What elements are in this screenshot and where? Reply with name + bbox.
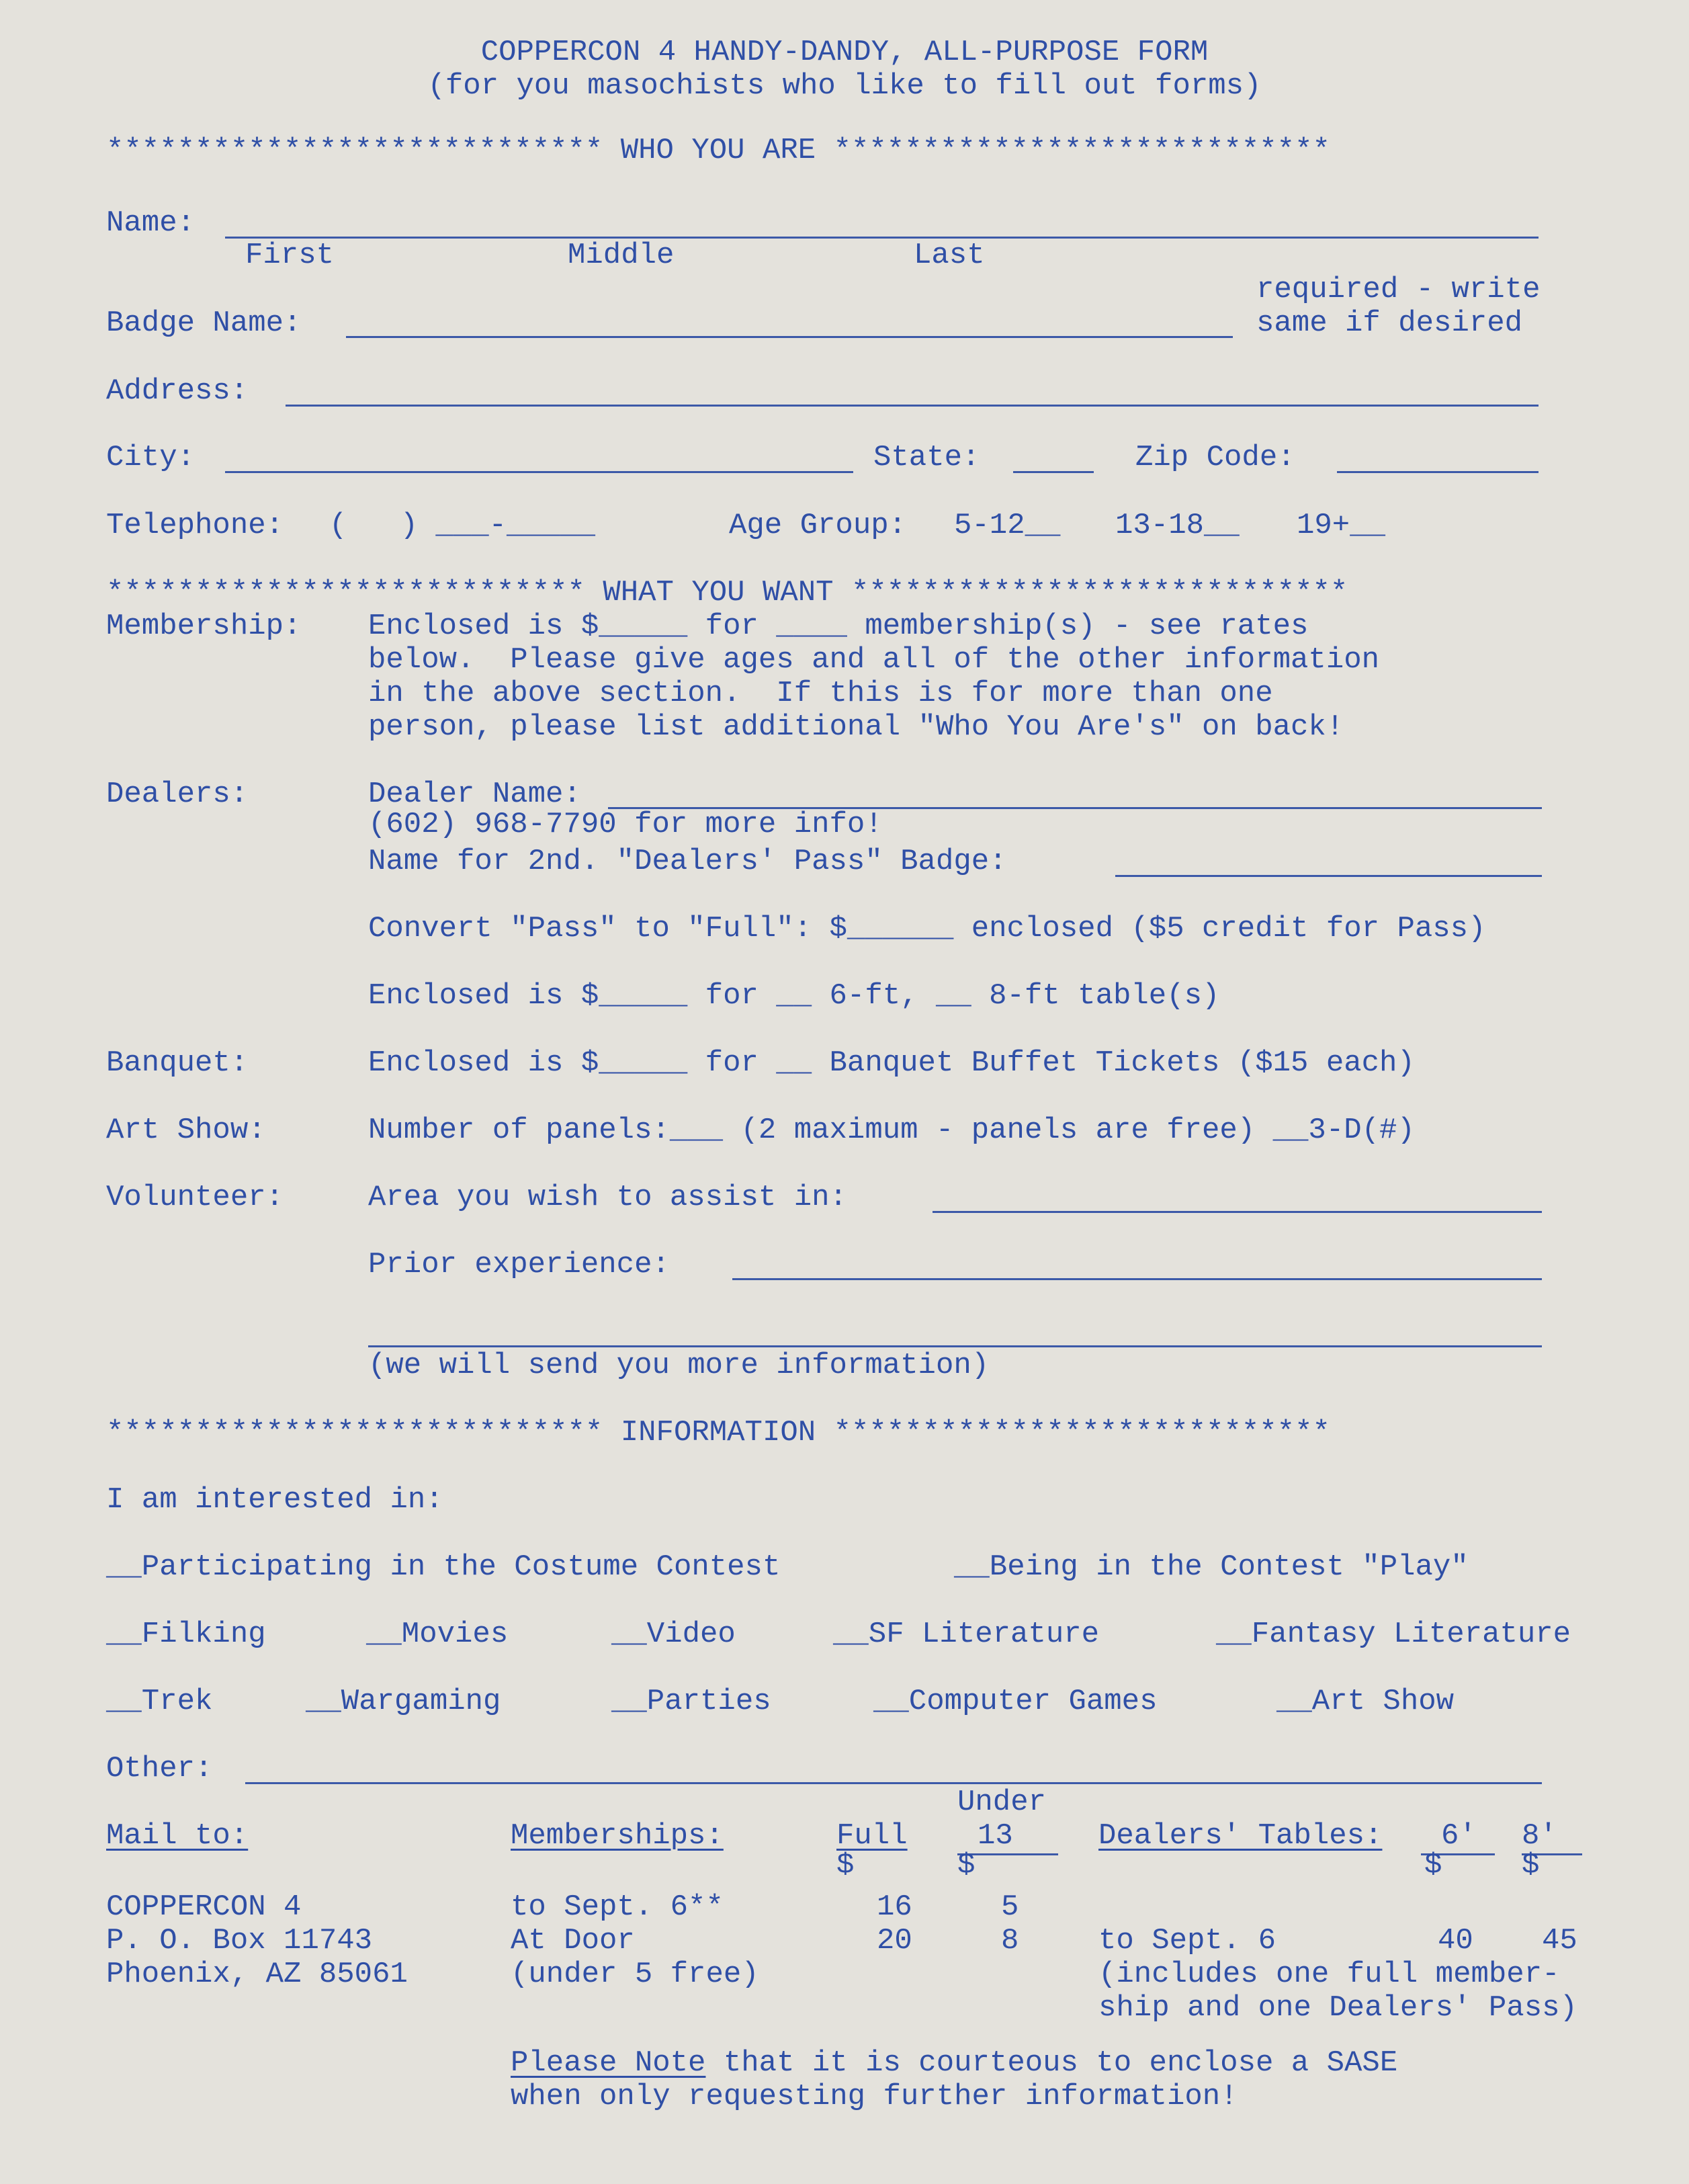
under-rate-value: 8 [1001, 1924, 1019, 1958]
under-header-line-1: Under [957, 1786, 1047, 1819]
name-middle-caption: Middle [568, 239, 675, 272]
mail-address-line: P. O. Box 11743 [106, 1924, 373, 1958]
membership-line: in the above section. If this is for more than one [368, 677, 1273, 710]
eight-foot-dollar: $ [1522, 1849, 1540, 1882]
what-you-want-banner: *************************** WHAT YOU WANT **************************** [106, 576, 1348, 610]
eight-foot-value: 45 [1542, 1924, 1577, 1958]
badge-note-line-2: same if desired [1256, 306, 1523, 340]
prior-experience-field-2[interactable] [368, 1345, 1542, 1347]
interest-sf-literature[interactable]: __SF Literature [833, 1618, 1100, 1651]
form-title: COPPERCON 4 HANDY-DANDY, ALL-PURPOSE FORM [480, 36, 1209, 69]
dealer-note-line-1: (includes one full member- [1098, 1958, 1560, 1991]
address-label: Address: [106, 374, 249, 408]
membership-rate-row: At Door [511, 1924, 635, 1958]
volunteer-area-label: Area you wish to assist in: [368, 1181, 847, 1214]
table-order: Enclosed is $_____ for __ 6-ft, __ 8-ft table(s) [368, 979, 1220, 1013]
badge-note-line-1: required - write [1256, 273, 1541, 306]
full-rate-value: 16 [877, 1890, 912, 1924]
other-label: Other: [106, 1752, 213, 1786]
six-foot-dollar: $ [1424, 1849, 1442, 1882]
prior-experience-field[interactable] [732, 1278, 1542, 1280]
membership-label: Membership: [106, 610, 302, 643]
volunteer-label: Volunteer: [106, 1181, 284, 1214]
age-group-label: Age Group: [729, 509, 907, 542]
membership-line: Enclosed is $_____ for ____ membership(s) - see rates [368, 610, 1309, 643]
age-option-19-plus[interactable]: 19+__ [1297, 509, 1386, 542]
please-note-line-2: when only requesting further information! [511, 2080, 1238, 2113]
other-field[interactable] [245, 1782, 1542, 1784]
six-foot-value: 40 [1438, 1924, 1473, 1958]
mail-address-line: Phoenix, AZ 85061 [106, 1958, 408, 1991]
age-option-5-12[interactable]: 5-12__ [954, 509, 1061, 542]
interest-parties[interactable]: __Parties [611, 1685, 771, 1718]
full-dollar: $ [836, 1849, 855, 1882]
dealers-tables-label: Dealers' Tables: [1098, 1819, 1383, 1853]
badge-name-label: Badge Name: [106, 306, 302, 340]
interest-wargaming[interactable]: __Wargaming [306, 1685, 501, 1718]
dealer-note-line-2: ship and one Dealers' Pass) [1098, 1991, 1577, 2025]
membership-line: person, please list additional "Who You Are's" on back! [368, 710, 1344, 744]
dealer-badge-field[interactable] [1115, 875, 1542, 877]
volunteer-note: (we will send you more information) [368, 1349, 990, 1382]
name-label: Name: [106, 206, 196, 240]
six-foot-header: 6' [1441, 1819, 1477, 1853]
telephone-label: Telephone: [106, 509, 284, 542]
city-label: City: [106, 441, 196, 474]
memberships-label: Memberships: [511, 1819, 724, 1853]
information-banner: **************************** INFORMATION **************************** [106, 1416, 1330, 1450]
state-label: State: [873, 441, 980, 474]
interest-video[interactable]: __Video [611, 1618, 736, 1651]
interest-art-show[interactable]: __Art Show [1276, 1685, 1455, 1718]
membership-rate-row: to Sept. 6** [511, 1890, 724, 1924]
name-first-caption: First [245, 239, 335, 272]
full-rate-value: 20 [877, 1924, 912, 1958]
mail-to-label: Mail to: [106, 1819, 249, 1853]
mail-address-line: COPPERCON 4 [106, 1890, 302, 1924]
name-field[interactable] [225, 237, 1539, 239]
age-option-13-18[interactable]: 13-18__ [1115, 509, 1240, 542]
who-you-are-banner: **************************** WHO YOU ARE **************************** [106, 134, 1330, 167]
dealer-rate-row: to Sept. 6 [1098, 1924, 1276, 1958]
interest-costume-contest[interactable]: __Participating in the Costume Contest [106, 1550, 781, 1584]
interest-trek[interactable]: __Trek [106, 1685, 213, 1718]
under-rate-value: 5 [1001, 1890, 1019, 1924]
prior-experience-label: Prior experience: [368, 1248, 670, 1282]
interest-movies[interactable]: __Movies [366, 1618, 509, 1651]
interest-fantasy-literature[interactable]: __Fantasy Literature [1216, 1618, 1571, 1651]
please-note-text: that it is courteous to enclose a SASE [705, 2046, 1398, 2080]
membership-rate-row: (under 5 free) [511, 1958, 759, 1991]
under-dollar: $ [957, 1849, 976, 1882]
address-field[interactable] [286, 405, 1539, 407]
form-subtitle: (for you masochists who like to fill out forms) [427, 69, 1262, 103]
dealer-name-label: Dealer Name: [368, 778, 581, 811]
state-field[interactable] [1013, 471, 1094, 473]
interested-label: I am interested in: [106, 1483, 443, 1517]
eight-foot-header: 8' [1522, 1819, 1557, 1853]
interest-computer-games[interactable]: __Computer Games [873, 1685, 1158, 1718]
interest-filking[interactable]: __Filking [106, 1618, 266, 1651]
dealer-badge-label: Name for 2nd. "Dealers' Pass" Badge: [368, 845, 1007, 878]
volunteer-area-field[interactable] [933, 1211, 1542, 1213]
banquet-label: Banquet: [106, 1046, 249, 1080]
zip-field[interactable] [1337, 471, 1539, 473]
art-show-label: Art Show: [106, 1114, 266, 1147]
badge-name-field[interactable] [346, 336, 1233, 338]
name-last-caption: Last [914, 239, 985, 272]
convert-pass: Convert "Pass" to "Full": $______ enclosed ($5 credit for Pass) [368, 912, 1486, 946]
banquet-order: Enclosed is $_____ for __ Banquet Buffet Tickets ($15 each) [368, 1046, 1415, 1080]
please-note-line-1 [511, 2046, 1397, 2081]
dealers-label: Dealers: [106, 778, 249, 811]
dealer-phone: (602) 968-7790 for more info! [368, 808, 883, 841]
full-header: Full [836, 1819, 908, 1853]
under-header-line-2: 13 [978, 1819, 1013, 1853]
art-panels: Number of panels:___ (2 maximum - panels are free) __3-D(#) [368, 1114, 1415, 1147]
membership-line: below. Please give ages and all of the other information [368, 643, 1380, 677]
zip-label: Zip Code: [1135, 441, 1295, 474]
interest-contest-play[interactable]: __Being in the Contest "Play" [954, 1550, 1469, 1584]
telephone-field[interactable]: ( ) ___-_____ [329, 509, 596, 542]
city-field[interactable] [225, 471, 853, 473]
please-note-heading: Please Note [511, 2046, 706, 2080]
